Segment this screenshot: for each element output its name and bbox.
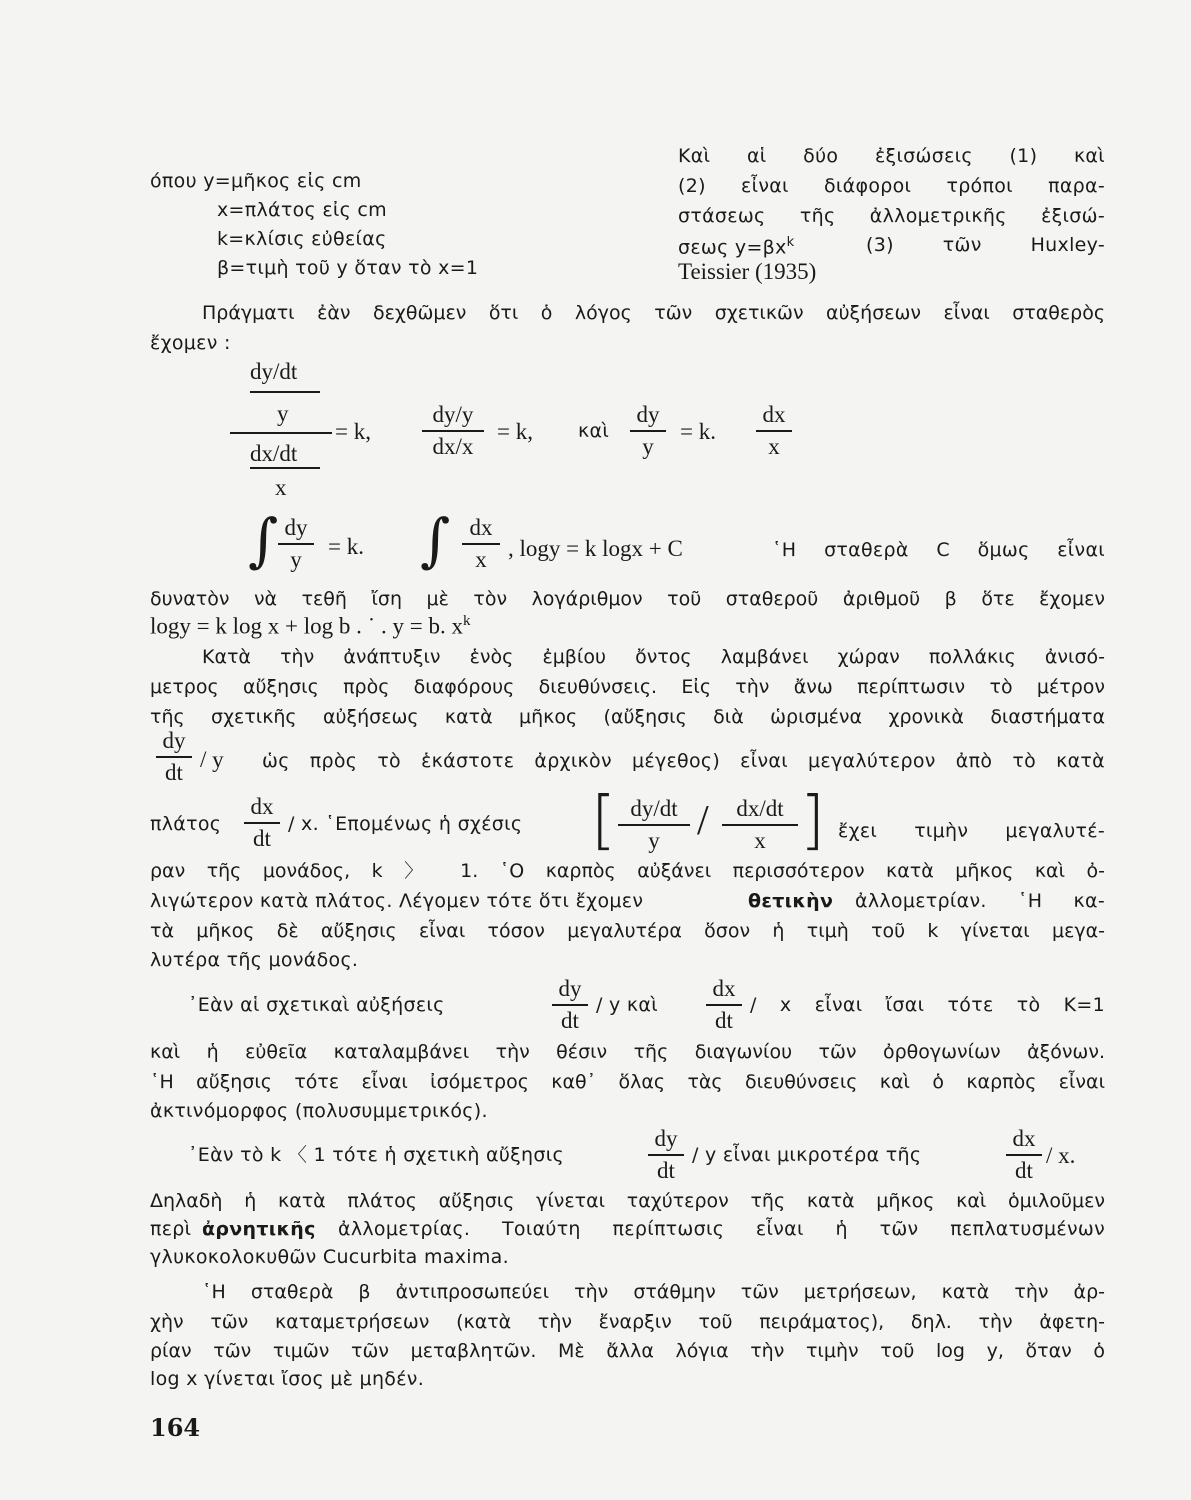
right-col-line-2: (2) εἶναι διάφοροι τρόποι παρα- (678, 175, 1105, 197)
frac-dxdt-x (722, 796, 798, 854)
body-line-4: μετρος αὔξησις πρὸς διαφόρους διευθύνσεις. Εἰς τὴν ἄνω περίπτωσιν τὸ μέτρον (150, 676, 1105, 698)
eq2-greek-text: ῾Η σταθερὰ C ὅμως εἶναι (772, 539, 1105, 561)
frac-dy-dt-2 (552, 976, 588, 1034)
body-line-7a: πλάτος (150, 813, 222, 835)
fraction-slash: / (697, 798, 709, 844)
frac-dx-dt-3 (1006, 1126, 1042, 1184)
term-positive-allometry: θετικὴν (748, 890, 834, 912)
frac-numerator: dx (462, 515, 500, 545)
frac-numerator: dx (706, 976, 742, 1006)
right-bracket: ] (800, 784, 825, 858)
body-line-16a: ᾿Εὰν τὸ k 〈 1 τότε ἡ σχετικὴ αὔξησις (188, 1144, 564, 1166)
frac-numerator: dy (156, 728, 192, 758)
definition-y: όπου y=μῆκος εἰς cm (150, 170, 362, 192)
eq1-x: x (275, 475, 287, 500)
page-number: 164 (150, 1413, 201, 1442)
body-line-8: ραν τῆς μονάδος, k 〉 1. ῾Ο καρπὸς αὐξάνει περισσότερον κατὰ μῆκος καὶ ὀ- (150, 860, 1105, 882)
eq2-frac-dy-y (278, 515, 314, 573)
body-line-16c: / x. (1046, 1143, 1076, 1168)
body-line-5: τῆς σχετικῆς αὐξήσεως κατὰ μῆκος (αὔξησις διὰ ὡρισμένα χρονικὰ διαστήματα (150, 706, 1105, 728)
right-col-line-4b: (3) τῶν Huxley- (866, 234, 1105, 256)
body-line-3: Κατὰ τὴν ἀνάπτυξιν ἑνὸς ἐμβίου ὄντος λαμβάνει χώραν πολλάκις ἀνισό- (202, 646, 1105, 668)
body-line-12a: ᾿Εὰν αἱ σχετικαὶ αὐξήσεις (188, 994, 445, 1016)
eq1-frac-dx-x (756, 402, 792, 460)
body-line-2 (150, 614, 471, 638)
frac-denominator: dx/x (432, 434, 474, 459)
eq1-dydt: dy/dt (250, 359, 298, 384)
body-line-7b: / x. ῾Επομένως ἡ σχέσις (288, 813, 523, 835)
frac-numerator: dy (630, 402, 666, 432)
eq1-bar-top (250, 391, 320, 393)
eq1-kai: καὶ (578, 420, 610, 442)
left-bracket: [ (591, 784, 616, 858)
frac-numerator: dy/dt (618, 796, 690, 826)
body-line-6b: ὡς πρὸς τὸ ἑκάστοτε ἀρχικὸν μέγεθος) εἶναι μεγαλύτερον ἀπὸ τὸ κατὰ (262, 750, 1105, 772)
exponent-k: k (786, 235, 795, 250)
eq1-bar-bottom (250, 467, 320, 469)
frac-denominator: y (290, 547, 302, 572)
frac-dy-dt-3 (648, 1126, 684, 1184)
body-line-12b: / y καὶ (596, 994, 658, 1016)
eq2-log-relation: , logy = k logx + C (508, 536, 683, 561)
right-col-line-5: Teissier (1935) (678, 259, 817, 284)
body-line-1: δυνατὸν νὰ τεθῆ ἴση μὲ τὸν λογάριθμον τοῦ σταθεροῦ ἀριθμοῦ β ὅτε ἔχομεν (150, 588, 1105, 610)
integral-sign-1: ∫ (248, 506, 279, 574)
body-line-19: γλυκοκολοκυθῶν Cucurbita maxima. (150, 1246, 509, 1268)
frac-numerator: dx (244, 794, 280, 824)
definition-x: x=πλάτος εἰς cm (217, 199, 387, 221)
body-line-7c: ἔχει τιμὴν μεγαλυτέ- (838, 820, 1105, 842)
eq1-equals-k-3: = k. (680, 419, 716, 444)
right-col-line-1: Καὶ αἱ δύο ἐξισώσεις (1) καὶ (678, 145, 1105, 167)
frac-denominator: dt (1015, 1158, 1033, 1183)
eq2-equals-k: = k. (328, 534, 364, 559)
body-line-15: ἀκτινόμορφος (πολυσυμμετρικός). (150, 1100, 488, 1122)
eq2-frac-dx-x (462, 515, 500, 573)
body-line-13: καὶ ἡ εὐθεῖα καταλαμβάνει τὴν θέσιν τῆς διαγωνίου τῶν ὀρθογωνίων ἀξόνων. (150, 1041, 1105, 1063)
body-line-14: ῾Η αὔξησις τότε εἶναι ἰσόμετρος καθ᾿ ὅλας τὰς διευθύνσεις καὶ ὁ καρπὸς εἶναι (150, 1071, 1105, 1093)
body-line-20: ῾Η σταθερὰ β ἀντιπροσωπεύει τὴν στάθμην τῶν μετρήσεων, κατὰ τὴν ἀρ- (202, 1281, 1105, 1303)
frac-denominator: y (642, 434, 654, 459)
frac-denominator: dt (561, 1008, 579, 1033)
integral-sign-2: ∫ (420, 506, 451, 574)
definition-k: k=κλίσις εὐθείας (217, 228, 387, 250)
body-line-12c: / x εἶναι ἴσαι τότε τὸ Κ=1 (750, 994, 1105, 1016)
eq1-frac-dyy-dxx (422, 402, 484, 460)
frac-denominator: dt (165, 760, 183, 785)
eq1-frac-dy-y (630, 402, 666, 460)
frac-numerator: dy (648, 1126, 684, 1156)
body-line-16b: / y εἶναι μικροτέρα τῆς (692, 1144, 922, 1166)
log-equation: logy = k log x + log b . ˙ . y = b. x (150, 613, 463, 639)
frac-numerator: dx/dt (722, 796, 798, 826)
body-line-6a: / y (200, 747, 224, 772)
definition-beta: β=τιμὴ τοῦ y ὅταν τὸ x=1 (217, 257, 479, 279)
frac-dydt-y (618, 796, 690, 854)
frac-dx-dt-2 (706, 976, 742, 1034)
right-col-line-3: στάσεως τῆς ἀλλομετρικῆς ἐξισώ- (678, 205, 1105, 227)
frac-numerator: dx (1006, 1126, 1042, 1156)
equation-3-text: σεως y=βx (678, 236, 787, 259)
frac-denominator: x (768, 434, 780, 459)
body-line-9b: ἀλλομετρίαν. ῾Η κα- (855, 890, 1105, 912)
intro-line-2: ἔχομεν : (150, 332, 231, 354)
eq1-dxdt: dx/dt (250, 441, 298, 466)
frac-numerator: dy (278, 515, 314, 545)
eq1-equals-k: = k, (335, 419, 371, 444)
body-line-9a: λιγώτερον κατὰ πλάτος. Λέγομεν τότε ὅτι ἔχομεν (150, 890, 644, 912)
eq1-equals-k-2: = k, (497, 419, 533, 444)
frac-denominator: y (648, 828, 660, 853)
frac-denominator: dt (715, 1008, 733, 1033)
body-line-21: χὴν τῶν καταμετρήσεων (κατὰ τὴν ἔναρξιν τοῦ πειράματος), δηλ. τὴν ἀφετη- (150, 1311, 1105, 1333)
body-line-10: τὰ μῆκος δὲ αὔξησις εἶναι τόσον μεγαλυτέρα ὅσον ἡ τιμὴ τοῦ k γίνεται μεγα- (150, 920, 1105, 942)
body-line-17: Δηλαδὴ ἡ κατὰ πλάτος αὔξησις γίνεται ταχύτερον τῆς κατὰ μῆκος καὶ ὁμιλοῦμεν (150, 1190, 1105, 1212)
frac-denominator: dt (253, 826, 271, 851)
frac-dx-dt-1 (244, 794, 280, 852)
body-line-11: λυτέρα τῆς μονάδος. (150, 949, 359, 971)
frac-numerator: dx (756, 402, 792, 432)
body-line-23: log x γίνεται ἴσος μὲ μηδέν. (150, 1368, 425, 1390)
term-negative-allometry: ἀρνητικῆς (202, 1218, 316, 1240)
frac-numerator: dy/y (422, 402, 484, 432)
intro-line-1: Πράγματι ἐὰν δεχθῶμεν ὅτι ὁ λόγος τῶν σχετικῶν αὐξήσεων εἶναι σταθερὸς (202, 302, 1105, 324)
body-line-18a: περὶ (150, 1218, 192, 1240)
frac-denominator: x (754, 828, 766, 853)
exponent-k: k (463, 613, 471, 629)
frac-dy-dt-1 (156, 728, 192, 786)
eq1-main-bar (230, 432, 332, 434)
body-line-22: ρίαν τῶν τιμῶν τῶν μεταβλητῶν. Μὲ ἄλλα λόγια τὴν τιμὴν τοῦ log y, ὅταν ὁ (150, 1340, 1105, 1362)
frac-denominator: dt (657, 1158, 675, 1183)
body-line-18b: ἀλλομετρίας. Τοιαύτη περίπτωσις εἶναι ἡ τῶν πεπλατυσμένων (338, 1218, 1105, 1240)
frac-denominator: x (475, 547, 487, 572)
frac-numerator: dy (552, 976, 588, 1006)
eq1-y: y (277, 401, 289, 426)
right-col-line-4 (678, 236, 795, 257)
